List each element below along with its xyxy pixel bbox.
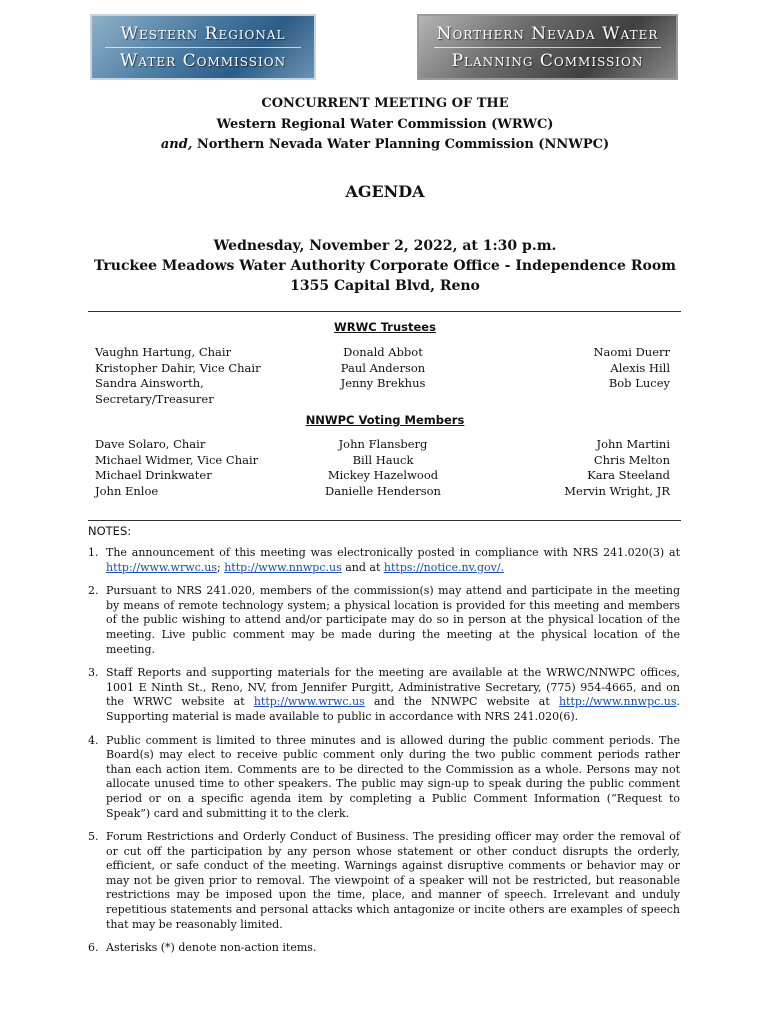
trustee-name: Naomi Duerr bbox=[593, 345, 670, 359]
wrwc-trustees-middle-column bbox=[300, 345, 466, 392]
agenda-title: AGENDA bbox=[345, 182, 425, 201]
wrwc-logo-line1: Western Regional bbox=[120, 23, 286, 44]
header-line1: CONCURRENT MEETING OF THE bbox=[261, 96, 509, 111]
note-number: 2. bbox=[88, 584, 99, 598]
meeting-location: Truckee Meadows Water Authority Corporate Office - Independence Room bbox=[94, 258, 676, 274]
note-number: 6. bbox=[88, 941, 99, 955]
note-text-part: The announcement of this meeting was electronically posted in compliance with NRS 241.020(3) at bbox=[106, 546, 680, 559]
member-name: Kara Steeland bbox=[587, 468, 670, 482]
member-name: Michael Widmer, Vice Chair bbox=[95, 452, 259, 467]
nnwpc-members-title: NNWPC Voting Members bbox=[305, 413, 465, 427]
meeting-address: 1355 Capital Blvd, Reno bbox=[290, 278, 480, 294]
nnwpc-logo-line1: Northern Nevada Water bbox=[436, 23, 659, 44]
note-text-part: and the NNWPC website at bbox=[364, 695, 559, 709]
header-line3-rest: Northern Nevada Water Planning Commission (NNWPC) bbox=[192, 137, 610, 152]
nv-notice-link[interactable]: https://notice.nv.gov/. bbox=[383, 560, 505, 574]
member-name: Chris Melton bbox=[593, 452, 670, 467]
note-number: 3. bbox=[88, 666, 99, 680]
note-text: Public comment is limited to three minutes and is allowed during the public comment periods. The Board(s) may elect to receive public comment only during the two public comment periods rather than each action item. Comments are to be directed to the Commission as a whole. Persons may not allocate unused time to other speakers. The public may sign-up to speak during the public comment period or on a specific agenda item by completing a Public Comment Information (“Request to Speak”) card and submitting it to the clerk. bbox=[106, 733, 680, 820]
note-number: 4. bbox=[88, 733, 99, 747]
divider-top bbox=[88, 311, 681, 312]
wrwc-trustees-title: WRWC Trustees bbox=[334, 320, 436, 334]
header-line3 bbox=[0, 135, 770, 155]
trustee-name: Kristopher Dahir, Vice Chair bbox=[95, 360, 261, 375]
wrwc-trustees-left-column bbox=[95, 345, 261, 407]
nnwpc-logo-divider bbox=[434, 47, 660, 48]
note-number: 1. bbox=[88, 546, 99, 559]
member-name: John Enloe bbox=[95, 483, 159, 498]
note-item bbox=[88, 941, 680, 956]
nnwpc-members-right-column bbox=[564, 437, 670, 499]
note-item bbox=[88, 546, 680, 575]
nnwpc-members-left-column bbox=[95, 437, 258, 499]
nnwpc-website-link[interactable]: http://www.nnwpc.us bbox=[224, 560, 342, 574]
trustee-name: Vaughn Hartung, Chair bbox=[95, 345, 232, 359]
nnwpc-logo bbox=[417, 14, 678, 80]
note-text bbox=[106, 546, 680, 575]
wrwc-trustees-right-column bbox=[593, 345, 670, 392]
wrwc-logo-divider bbox=[105, 47, 300, 48]
member-name: Dave Solaro, Chair bbox=[95, 437, 206, 451]
wrwc-website-link[interactable]: http://www.wrwc.us bbox=[106, 560, 217, 574]
meeting-datetime: Wednesday, November 2, 2022, at 1:30 p.m. bbox=[213, 238, 557, 254]
member-name: John Flansberg bbox=[338, 437, 428, 451]
member-name: Danielle Henderson bbox=[325, 483, 441, 498]
note-text bbox=[106, 666, 680, 724]
note-item bbox=[88, 666, 680, 724]
wrwc-website-link[interactable]: http://www.wrwc.us bbox=[253, 695, 365, 709]
nnwpc-members-middle-column bbox=[300, 437, 466, 499]
trustee-name: Sandra Ainsworth, bbox=[95, 376, 204, 390]
member-name: Michael Drinkwater bbox=[95, 468, 212, 482]
trustee-name: Secretary/Treasurer bbox=[95, 391, 214, 406]
member-name: John Martini bbox=[596, 437, 670, 451]
member-name: Mickey Hazelwood bbox=[327, 468, 439, 482]
wrwc-logo-line2: Water Commission bbox=[119, 50, 287, 71]
nnwpc-logo-line2: Planning Commission bbox=[451, 50, 644, 71]
header-line2: Western Regional Water Commission (WRWC) bbox=[216, 117, 554, 132]
trustee-name: Bob Lucey bbox=[608, 376, 670, 390]
note-text-part: Staff Reports and supporting materials for the meeting are available at the WRWC/NNWPC offices, 1001 E Ninth St., Reno, NV, from Jennifer Purgitt, Administrative Secretary, (775) 954-4665, and on the WRWC website at bbox=[106, 666, 680, 709]
nnwpc-website-link[interactable]: http://www.nnwpc.us bbox=[558, 695, 677, 709]
note-item bbox=[88, 734, 680, 822]
note-text-part: ; bbox=[217, 560, 225, 574]
member-name: Bill Hauck bbox=[352, 452, 414, 467]
note-text-part: and at bbox=[341, 560, 384, 574]
note-text: Asterisks (*) denote non-action items. bbox=[106, 941, 317, 955]
notes-list bbox=[88, 546, 680, 965]
note-text: Forum Restrictions and Orderly Conduct of Business. The presiding officer may order the removal of or cut off the participation by any person whose statement or other conduct disrupts the orderly, efficient, or safe conduct of the meeting. Warnings against disruptive comments or behavior may or may not be given prior to removal. The viewpoint of a speaker will not be restricted, but reasonable restrictions may be imposed upon the time, place, and manner of speech. Irrelevant and unduly repetitious statements and personal attacks which antagonize or incite others are examples of speech that may be reasonably limited. bbox=[106, 830, 680, 931]
note-number: 5. bbox=[88, 830, 99, 844]
trustee-name: Jenny Brekhus bbox=[340, 376, 426, 390]
note-text-part: . Supporting material is made available to public in accordance with NRS 241.020(6). bbox=[106, 695, 681, 723]
note-item bbox=[88, 584, 680, 657]
header-line3-prefix: and, bbox=[160, 137, 193, 152]
notes-title: NOTES: bbox=[88, 524, 132, 538]
note-text: Pursuant to NRS 241.020, members of the commission(s) may attend and participate in the meeting by means of remote technology system; a physical location is provided for this meeting and members of the public wishing to attend and/or participate may do so in person at the physical location of the meeting. Live public comment may be made during the meeting at the physical location of the meeting. bbox=[106, 584, 680, 656]
note-item bbox=[88, 830, 680, 932]
trustee-name: Donald Abbot bbox=[343, 345, 423, 359]
divider-bottom bbox=[88, 520, 681, 521]
wrwc-logo bbox=[90, 14, 316, 80]
trustee-name: Paul Anderson bbox=[340, 360, 426, 375]
member-name: Mervin Wright, JR bbox=[564, 483, 670, 498]
trustee-name: Alexis Hill bbox=[610, 360, 670, 375]
